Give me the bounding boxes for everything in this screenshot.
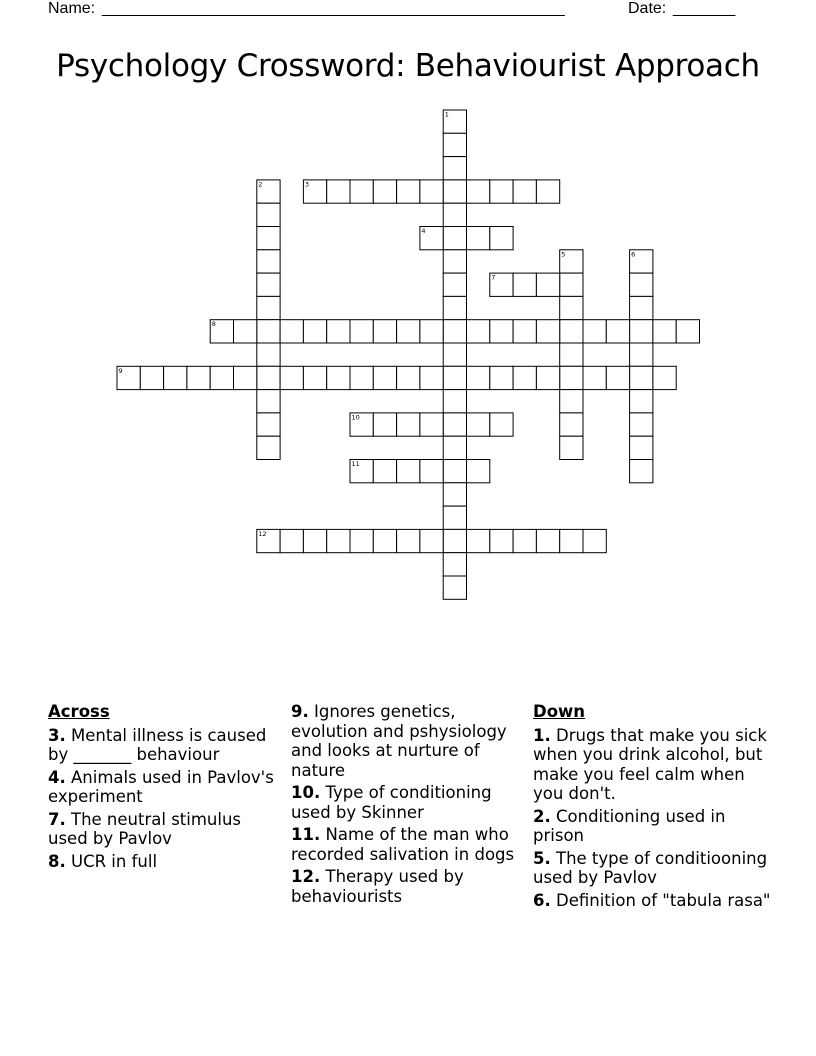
grid-cell[interactable]: [397, 460, 420, 483]
cell-number: 5: [561, 250, 566, 259]
grid-cell[interactable]: [443, 320, 466, 343]
grid-cell[interactable]: [373, 180, 396, 203]
cell-number: 6: [631, 250, 636, 259]
grid-cell[interactable]: [653, 366, 676, 389]
grid-cell[interactable]: [536, 366, 559, 389]
clue-text: Definition of "tabula rasa": [556, 890, 771, 910]
grid-cell[interactable]: [513, 273, 536, 296]
clue-item: [48, 852, 278, 872]
grid-cell[interactable]: [560, 273, 583, 296]
grid-cell[interactable]: [630, 366, 653, 389]
grid-cell[interactable]: [257, 203, 280, 226]
grid-cell[interactable]: [443, 157, 466, 180]
cell-number: 3: [304, 180, 310, 189]
grid-cell[interactable]: [443, 273, 466, 296]
clue-item: [48, 726, 278, 765]
grid-cell[interactable]: [373, 460, 396, 483]
grid-cell[interactable]: [443, 576, 466, 599]
grid-cell[interactable]: [303, 320, 326, 343]
grid-cell[interactable]: [280, 529, 303, 552]
date-label: Date:: [628, 0, 667, 17]
grid-cell[interactable]: [490, 180, 513, 203]
clue-number: 10.: [291, 783, 321, 802]
cell-number: 12: [258, 529, 267, 538]
grid-cell[interactable]: [373, 413, 396, 436]
grid-cell[interactable]: [490, 320, 513, 343]
grid-cell[interactable]: [420, 180, 443, 203]
grid-cell[interactable]: [257, 366, 280, 389]
grid-cell[interactable]: [373, 366, 396, 389]
clue-text: Type of conditioning used by Skinner: [291, 783, 492, 822]
grid-cell[interactable]: [606, 320, 629, 343]
grid-cell[interactable]: [257, 390, 280, 413]
grid-cell[interactable]: [630, 460, 653, 483]
clue-text: Name of the man who recorded salivation in dogs: [291, 825, 515, 864]
grid-cell[interactable]: [443, 250, 466, 273]
grid-cell[interactable]: [630, 390, 653, 413]
clue-number: 9.: [291, 702, 309, 721]
grid-cell[interactable]: [420, 460, 443, 483]
grid-cell[interactable]: [443, 460, 466, 483]
grid-cell[interactable]: [443, 553, 466, 576]
grid-cell[interactable]: [257, 273, 280, 296]
grid-cell[interactable]: [513, 320, 536, 343]
clue-item: [291, 825, 525, 864]
clue-item: [48, 768, 278, 807]
grid-cell[interactable]: [257, 320, 280, 343]
across-clues: [48, 702, 278, 874]
grid-cell[interactable]: [443, 366, 466, 389]
grid-cell[interactable]: [257, 296, 280, 319]
cell-number: 9: [118, 366, 123, 375]
cell-number: 1: [444, 110, 449, 119]
grid-cell[interactable]: [467, 529, 490, 552]
clue-text: Conditioning used in prison: [533, 806, 726, 845]
grid-cell[interactable]: [630, 413, 653, 436]
page-title: Psychology Crossword: Behaviourist Approach: [56, 48, 760, 84]
across-clue-list: [48, 726, 278, 872]
clue-number: 11.: [291, 825, 321, 844]
clue-number: 7.: [48, 809, 66, 829]
grid-cell[interactable]: [443, 483, 466, 506]
grid-cell[interactable]: [490, 413, 513, 436]
grid-cell[interactable]: [513, 529, 536, 552]
across-clue-list-continued: [291, 702, 525, 906]
grid-cell[interactable]: [536, 529, 559, 552]
grid-cell[interactable]: [467, 413, 490, 436]
grid-cell[interactable]: [467, 227, 490, 250]
grid-cell[interactable]: [467, 366, 490, 389]
grid-cell[interactable]: [280, 366, 303, 389]
cell-number: 2: [258, 180, 263, 189]
grid-cell[interactable]: [560, 366, 583, 389]
clue-item: [533, 891, 773, 911]
grid-cell[interactable]: [536, 180, 559, 203]
grid-cell[interactable]: [443, 203, 466, 226]
grid-cell[interactable]: [350, 529, 373, 552]
grid-cell[interactable]: [653, 320, 676, 343]
grid-cell[interactable]: [443, 133, 466, 156]
grid-cell[interactable]: [257, 227, 280, 250]
grid-cell[interactable]: [234, 320, 257, 343]
grid-cell[interactable]: [443, 180, 466, 203]
grid-cell[interactable]: [443, 390, 466, 413]
grid-cell[interactable]: [513, 366, 536, 389]
grid-cell[interactable]: [513, 180, 536, 203]
grid-cell[interactable]: [583, 366, 606, 389]
grid-cell[interactable]: [560, 413, 583, 436]
grid-cell[interactable]: [443, 506, 466, 529]
grid-cell[interactable]: [280, 320, 303, 343]
cell-number: 4: [421, 227, 426, 235]
grid-cell[interactable]: [210, 366, 233, 389]
grid-cell[interactable]: [630, 320, 653, 343]
cell-number: 10: [351, 413, 360, 422]
grid-cell[interactable]: [420, 366, 443, 389]
grid-cell[interactable]: [350, 366, 373, 389]
grid-cell[interactable]: [490, 227, 513, 250]
grid-cell[interactable]: [187, 366, 210, 389]
grid-cell[interactable]: [397, 180, 420, 203]
clue-item: [533, 849, 773, 888]
grid-cell[interactable]: [327, 366, 350, 389]
grid-cell[interactable]: [373, 529, 396, 552]
grid-cell[interactable]: [606, 366, 629, 389]
grid-cell[interactable]: [164, 366, 187, 389]
grid-cell[interactable]: [536, 273, 559, 296]
clue-number: 12.: [291, 867, 321, 886]
grid-cell[interactable]: [443, 296, 466, 319]
grid-cell[interactable]: [257, 413, 280, 436]
cell-number: 8: [211, 320, 216, 329]
grid-cell[interactable]: [490, 366, 513, 389]
grid-cell[interactable]: [373, 320, 396, 343]
clue-number: 8.: [48, 851, 66, 871]
cell-number: 11: [351, 460, 360, 468]
grid-cell[interactable]: [327, 320, 350, 343]
grid-cell[interactable]: [350, 180, 373, 203]
grid-cell[interactable]: [420, 529, 443, 552]
grid-cell[interactable]: [583, 529, 606, 552]
name-blank[interactable]: ____________________________________________________: [102, 0, 565, 17]
clue-item: [533, 807, 773, 846]
cell-number: 7: [491, 273, 496, 282]
across-heading: Across: [48, 702, 110, 721]
grid-cell[interactable]: [467, 460, 490, 483]
grid-cell[interactable]: [257, 343, 280, 366]
grid-cell[interactable]: [303, 529, 326, 552]
grid-cell[interactable]: [140, 366, 163, 389]
grid-cell[interactable]: [443, 227, 466, 250]
clue-text: Ignores genetics, evolution and pshysiology and looks at nurture of nature: [291, 702, 507, 780]
grid-cell[interactable]: [257, 250, 280, 273]
clue-text: Mental illness is caused by _______ behaviour: [48, 725, 267, 764]
down-clue-list: [533, 726, 773, 911]
grid-cell[interactable]: [303, 366, 326, 389]
grid-cell[interactable]: [397, 320, 420, 343]
clue-item: [48, 810, 278, 849]
clue-text: Therapy used by behaviourists: [291, 867, 464, 906]
grid-cell[interactable]: [560, 529, 583, 552]
clue-item: [291, 867, 525, 906]
grid-cell[interactable]: [536, 320, 559, 343]
clue-item: [291, 783, 525, 822]
clue-text: The neutral stimulus used by Pavlov: [48, 809, 242, 848]
clue-number: 1.: [533, 725, 551, 745]
grid-cell[interactable]: [397, 529, 420, 552]
grid-cell[interactable]: [443, 413, 466, 436]
grid-cell[interactable]: [630, 343, 653, 366]
grid-cell[interactable]: [443, 529, 466, 552]
across-clues-continued: [291, 702, 525, 909]
clue-item: [291, 702, 525, 780]
grid-cell[interactable]: [397, 366, 420, 389]
grid-cell[interactable]: [420, 320, 443, 343]
down-heading: Down: [533, 702, 586, 721]
grid-cell[interactable]: [560, 320, 583, 343]
clue-text: Drugs that make you sick when you drink alcohol, but make you feel calm when you don't.: [533, 725, 767, 803]
grid-cell[interactable]: [420, 413, 443, 436]
grid-cell[interactable]: [234, 366, 257, 389]
grid-cell[interactable]: [350, 320, 373, 343]
grid-cell[interactable]: [327, 180, 350, 203]
grid-cell[interactable]: [560, 390, 583, 413]
grid-cell[interactable]: [630, 273, 653, 296]
grid-cell[interactable]: [676, 320, 699, 343]
clue-item: [533, 726, 773, 804]
clue-text: The type of conditiooning used by Pavlov: [533, 848, 768, 887]
grid-cell[interactable]: [257, 436, 280, 459]
clue-number: 4.: [48, 767, 66, 787]
clue-number: 6.: [533, 890, 551, 910]
grid-cell[interactable]: [583, 320, 606, 343]
grid-cell[interactable]: [560, 296, 583, 319]
clue-number: 2.: [533, 806, 551, 826]
grid-cell[interactable]: [327, 529, 350, 552]
grid-cell[interactable]: [443, 436, 466, 459]
clue-number: 3.: [48, 725, 66, 745]
date-blank[interactable]: _______: [673, 0, 736, 17]
grid-cell[interactable]: [397, 413, 420, 436]
name-label: Name:: [48, 0, 96, 17]
grid-cell[interactable]: [467, 180, 490, 203]
clue-text: Animals used in Pavlov's experiment: [48, 767, 274, 806]
down-clues: [533, 702, 773, 913]
clue-text: UCR in full: [71, 851, 158, 871]
grid-cell[interactable]: [630, 296, 653, 319]
clue-number: 5.: [533, 848, 551, 868]
grid-cell[interactable]: [560, 436, 583, 459]
grid-cell[interactable]: [467, 320, 490, 343]
grid-cell[interactable]: [490, 529, 513, 552]
grid-cell[interactable]: [443, 343, 466, 366]
grid-cell[interactable]: [560, 343, 583, 366]
grid-cell[interactable]: [630, 436, 653, 459]
